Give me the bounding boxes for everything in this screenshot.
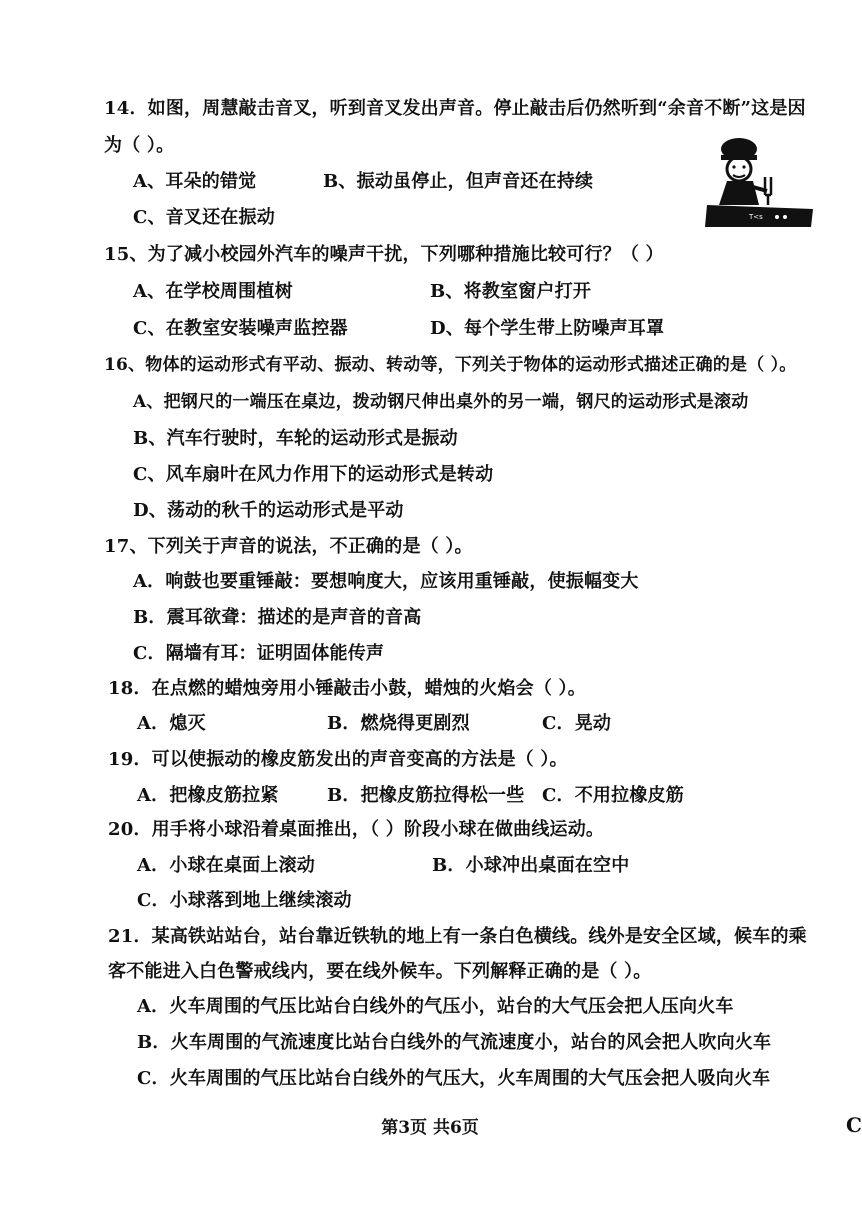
question-20-option-a: A．小球在桌面上滚动	[137, 855, 315, 876]
question-15-option-d: D、每个学生带上防噪声耳罩	[430, 318, 665, 339]
question-18-stem: 18．在点燃的蜡烛旁用小锤敲击小鼓，蜡烛的火焰会（ ）。	[108, 678, 586, 699]
svg-text:T<s: T<s	[749, 213, 763, 221]
question-14-option-a: A、耳朵的错觉	[133, 171, 257, 192]
question-16-option-b: B、汽车行驶时，车轮的运动形式是振动	[133, 428, 458, 449]
question-19-option-c: C．不用拉橡皮筋	[542, 785, 684, 806]
edge-mark: C	[846, 1113, 862, 1137]
question-20-option-c: C．小球落到地上继续滚动	[137, 890, 352, 911]
question-20-option-b: B．小球冲出桌面在空中	[432, 855, 630, 876]
question-21-stem-line-2: 客不能进入白色警戒线内，要在线外候车。下列解释正确的是（ ）。	[108, 961, 652, 982]
question-19-stem: 19．可以使振动的橡皮筋发出的声音变高的方法是（ ）。	[108, 749, 568, 770]
question-18-option-c: C．晃动	[542, 713, 612, 734]
question-16-stem: 16、物体的运动形式有平动、振动、转动等，下列关于物体的运动形式描述正确的是（ ）。	[104, 355, 797, 375]
question-17-option-c: C．隔墙有耳：证明固体能传声	[133, 643, 385, 664]
page-footer: 第3页 共6页	[381, 1118, 479, 1138]
question-15-option-b: B、将教室窗户打开	[430, 281, 592, 302]
question-16-option-d: D、荡动的秋千的运动形式是平动	[133, 500, 404, 521]
question-18-option-b: B．燃烧得更剧烈	[327, 713, 470, 734]
question-19-option-b: B．把橡皮筋拉得松一些	[327, 785, 525, 806]
question-14-option-b: B、振动虽停止，但声音还在持续	[323, 171, 594, 192]
question-16-option-c: C、风车扇叶在风力作用下的运动形式是转动	[133, 464, 494, 485]
question-18-option-a: A．熄灭	[137, 713, 206, 734]
question-17-option-b: B．震耳欲聋：描述的是声音的音高	[133, 607, 422, 628]
question-19-option-a: A．把橡皮筋拉紧	[137, 785, 279, 806]
question-21-option-a: A．火车周围的气压比站台白线外的气压小，站台的大气压会把人压向火车	[137, 996, 734, 1017]
question-21-option-b: B．火车周围的气流速度比站台白线外的气流速度小，站台的风会把人吹向火车	[137, 1032, 772, 1053]
question-15-stem: 15、为了减小校园外汽车的噪声干扰，下列哪种措施比较可行？（ ）	[104, 244, 664, 265]
question-17-stem: 17、下列关于声音的说法，不正确的是（ ）。	[104, 536, 473, 557]
question-17-option-a: A．响鼓也要重锤敲：要想响度大，应该用重锤敲，使振幅变大	[133, 571, 639, 592]
question-14-stem-line-1: 14．如图，周慧敲击音叉，听到音叉发出声音。停止敲击后仍然听到“余音不断”这是因	[104, 98, 806, 119]
question-20-stem: 20．用手将小球沿着桌面推出，（ ）阶段小球在做曲线运动。	[108, 819, 605, 840]
tuning-fork-person-illustration-icon	[705, 135, 815, 227]
question-21-stem-line-1: 21．某高铁站站台，站台靠近铁轨的地上有一条白色横线。线外是安全区域，候车的乘	[108, 926, 807, 947]
question-14-option-c: C、音叉还在振动	[133, 207, 275, 228]
question-21-option-c: C．火车周围的气压比站台白线外的气压大，火车周围的大气压会把人吸向火车	[137, 1068, 771, 1089]
question-15-option-a: A、在学校周围植树	[133, 281, 293, 302]
question-15-option-c: C、在教室安装噪声监控器	[133, 318, 348, 339]
question-14-stem-line-2: 为（ ）。	[104, 135, 175, 156]
question-16-option-a: A、把钢尺的一端压在桌边，拨动钢尺伸出桌外的另一端，钢尺的运动形式是滚动	[133, 392, 749, 412]
